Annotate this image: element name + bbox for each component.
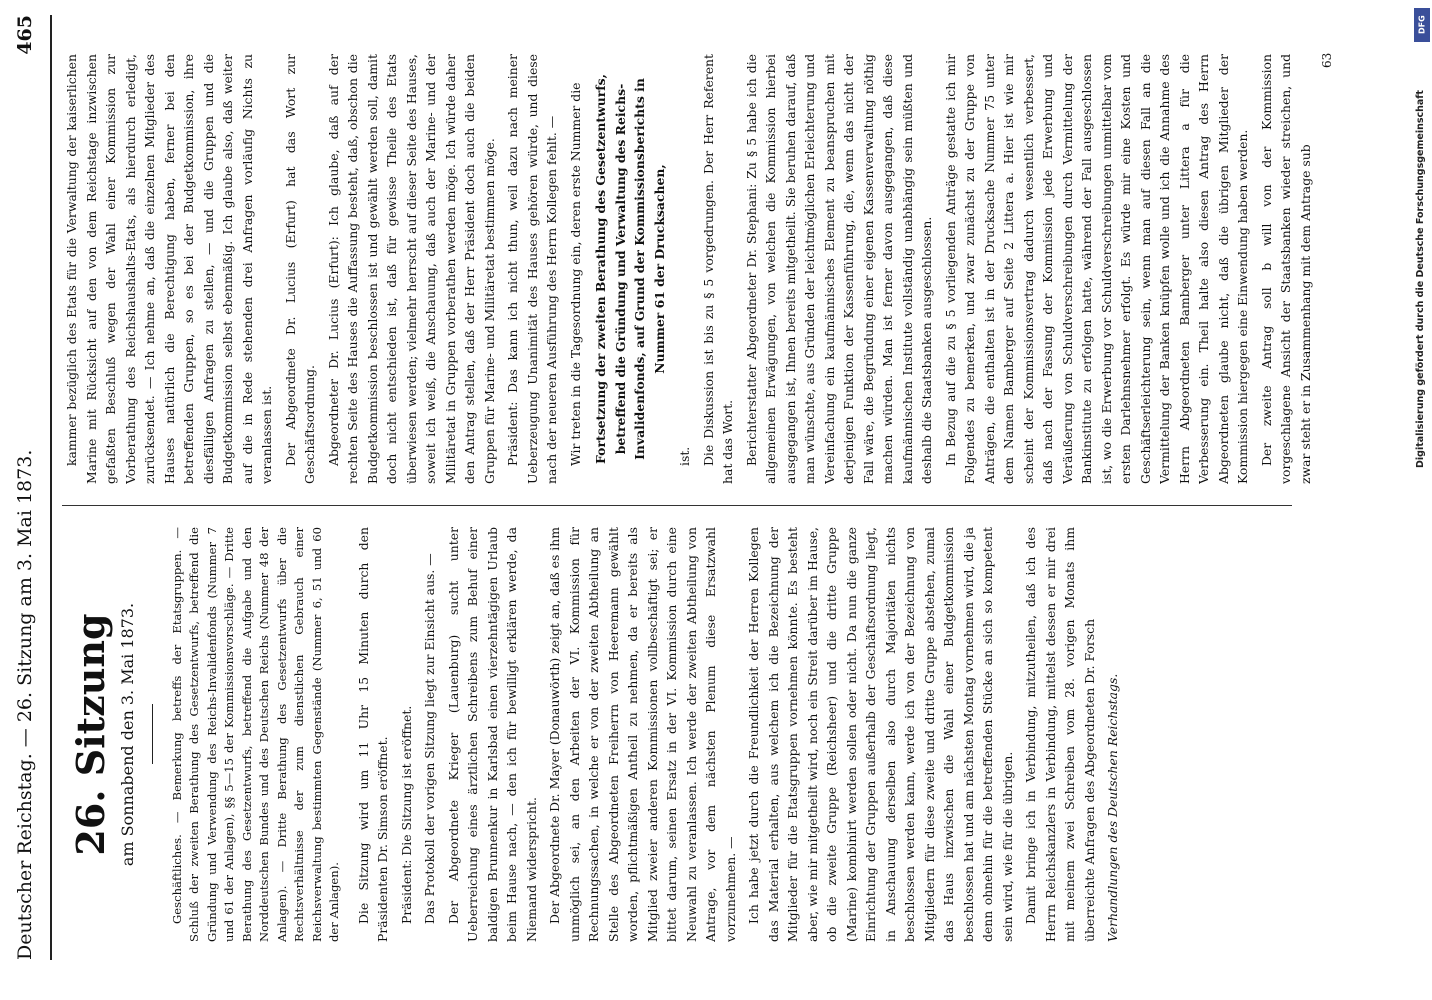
agenda-summary: Geschäftliches. — Bemerkung betreffs der Etatsgruppen. — Schluß der zweiten Berathung des Gesetzentwurfs, betreffend die Gründung und Verwendung des Reichs-Invalidenfonds (Nummer 7 und 61 der Anlagen), §§ 5—15 der Kommissionsvorschläge. — Dritte Berathung des Gesetzentwurfs, betreffend die Aufgabe und den Norddeutschen Bundes und des Deutschen Reichs (Nummer 48 der Anlagen). — Dritte Berathung des Gesetzentwurfs über die Rechtsverhältnisse der zum dienstlichen Gebrauch einer Reichsverwaltung bestimmten Gegenstände (Nummer 6, 51 und 60 der Anlagen). xyxy=(169,527,341,942)
paragraph: kammer bezüglich des Etats für die Verwaltung der kaiserlichen Marine mit Rücksicht auf den von dem Reichstage inzwischen gefaßten Beschluß wegen der Wahl einer Kommission zur Vorberathung des Reichshaushalts-Etats, als hierdurch erledigt, zurücksendet. — Ich nehme an, daß die einzelnen Mitglieder des Hauses natürlich die Berechtigung haben, ferner bei den betreffenden Gruppen, so es bei der Budgetkommission, ihre diesfälligen Anfragen zu stellen, — und die Gruppen und die Budgetkommission selbst ebenmäßig. Ich glaube also, daß weiter auf die in Rede stehenden drei Anfragen vorläufig Nichts zu veranlassen ist. xyxy=(64,54,274,484)
paragraph: Die Diskussion ist bis zu § 5 vorgedrungen. Der Herr Referent hat das Wort. xyxy=(700,54,735,484)
footer-note: Verhandlungen des Deutschen Reichstags. xyxy=(1105,673,1120,942)
signature-mark: 63 xyxy=(1320,52,1334,68)
paragraph: Der Abgeordnete Dr. Mayer (Donauwörth) zeigt an, daß es ihm unmöglich sei, an den Arbeiten der VI. Kommission für Rechnungssachen, in welche er von der zweiten Abtheilung an Stelle des Abgeordneten Freiherrn von Heeremann gewählt worden, pflichtmäßigen Antheil zu nehmen, da er bereits als Mitglied zweier anderen Kommissionen vollbeschäftigt sei; er bittet darum, seinen Ersatz in der VI. Kommission durch eine Neuwahl zu veranlassen. Ich werde der zweiten Abtheilung von Antrage, vor dem nächsten Plenum diese Ersatzwahl vorzunehmen. — xyxy=(547,527,738,942)
agenda-item-heading: Fortsetzung der zweiten Berathung des Gesetzentwurfs, betreffend die Gründung und Verwaltung des Reichs-Invalidenfonds, auf Grund der Kommissionsberichts in Nummer 61 der Drucksachen, xyxy=(593,74,667,464)
paragraph: Abgeordneter Dr. Lucius (Erfurt): Ich glaube, daß auf der rechten Seite des Hauses die Auffassung besteht, daß, obschon die Budgetkommission beschlossen ist und gewählt werden soll, damit doch nicht entschieden ist, daß für gewisse Theile des Etats überwiesen werden; vielmehr herrscht auf dieser Seite des Hauses, soweit ich weiß, die Anschauung, daß auch der Marine- und der Militäretat in Gruppen vorberathen werden möge. Ich würde daher den Antrag stellen, daß der Herr Präsident doch auch die beiden Gruppen für Marine- und Militäretat bestimmen möge. xyxy=(325,54,497,484)
paragraph: Das Protokoll der vorigen Sitzung liegt zur Einsicht aus. — xyxy=(422,553,437,924)
page-number: 465 xyxy=(14,15,36,55)
running-title: Deutscher Reichstag. — 26. Sitzung am 3. Mai 1873. xyxy=(14,449,36,960)
paragraph: Die Sitzung wird um 11 Uhr 15 Minuten durch den Präsidenten Dr. Simson eröffnet. xyxy=(355,527,390,942)
paragraph: In Bezug auf die zu § 5 vorliegenden Anträge gestatte ich mir Folgendes zu bemerken, und zwar zunächst zu der Gruppe von Anträgen, die enthalten ist in der Drucksache Nummer 75 unter dem Namen Bamberger auf Seite 2 Littera a. Hier ist wie mir scheint der Kommissionsvertrag dadurch wesentlich verbessert, daß nach der Fassung der Kommission jede Erwerbung und Veräußerung von Schuldverschreibungen durch Vermittelung der Bankinstitute zu erfolgen hatte, während der Fall ausgeschlossen ist, wo die Erwerbung vor Schuldverschreibungen unmittelbar vom ersten Darlehnsnehmer erfolgt. Es würde mir eine Kosten und Geschäftserleichterung sein, wenn man auf diesen Fall an die Vermittelung der Banken knüpfen wolle und ich die Annahme des Herrn Abgeordneten Bamberger unter Littera a für die Verbesserung ein. Theil halte also diesen Antrag des Herrn Abgeordneten glaube nicht, daß die übrigen Mitglieder der Kommission hiergegen eine Einwendung haben werden. xyxy=(942,54,1250,484)
left-column xyxy=(62,527,1382,942)
session-date: am Sonnabend den 3. Mai 1873. xyxy=(118,602,137,867)
paragraph: Präsident: Die Sitzung ist eröffnet. xyxy=(398,705,414,924)
digitization-credit: Digitalisierung gefördert durch die Deutsche Forschungsgemeinschaft xyxy=(1415,90,1426,468)
paragraph: Präsident: Das kann ich nicht thun, weil dazu nach meiner Ueberzeugung Unanimität des Hauses gehören würde, und diese nach der neueren Ausführung des Herrn Kollegen fehlt. — xyxy=(505,54,559,484)
page-header xyxy=(0,15,52,960)
digitization-strip xyxy=(1412,0,1432,1000)
paragraph: Damit bringe ich in Verbindung, mitzutheilen, daß ich des Herrn Reichskanzlers in Verbindung, mittelst dessen er mir drei mit meinem zwei Schreiben vom 28. vorigen Monats ihm überreichte Anfragen des Abgeordneten Dr. Forsch xyxy=(1023,527,1097,942)
paragraph: Ich habe jetzt durch die Freundlichkeit der Herren Kollegen das Material erhalten, aus welchem ich die Bezeichnung der Mitglieder für die Etatsgruppen vornehmen könnte. Es besteht aber, wie mir mitgetheilt wird, noch ein Streit darüber im Hause, ob die zweite Gruppe (Reichsheer) und die dritte Gruppe (Marine) kombinirt werden sollen oder nicht. Da nun die ganze Einrichtung der Gruppen außerhalb der Geschäftsordnung liegt, in Anschauung derselben also durch Majoritäten nichts beschlossen werden kann, werde ich von der Bezeichnung von Mitgliedern für diese zweite und dritte Gruppe abstehen, zumal das Haus inzwischen die Wahl einer Budgetkommission beschlossen hat und am nächsten Montag vornehmen wird, die ja denn ohnehin für die betreffenden Stücke an sich so kompetent sein wird, wie für die übrigen. xyxy=(746,527,1015,942)
right-column xyxy=(62,54,1382,484)
column-divider xyxy=(62,505,1292,506)
session-title: 26. Sitzung xyxy=(68,613,113,856)
paragraph: Berichterstatter Abgeordneter Dr. Stephani: Zu § 5 habe ich die allgemeinen Erwägungen, von welchen die Kommission hierbei ausgegangen ist, Ihnen bereits mitgetheilt. Sie beruhen darauf, daß man wünschte, aus Gründen der leichtmöglichen Erleichterung und Vereinfachung ein kaufmännisches Element zu beanspruchen mit derjenigen Funktion der Kassenführung, die, wenn das nicht der Fall wäre, die Begründung einer eigenen Kassenverwaltung nöthig machen würden. Man ist ferner davon ausgegangen, daß diese kaufmännischen Institute vollständig unabhängig sein müßten und deshalb die Staatsbanken ausgeschlossen. xyxy=(743,54,934,484)
paragraph: Wir treten in die Tagesordnung ein, deren erste Nummer die xyxy=(567,82,583,466)
dfg-logo-badge: DFG xyxy=(1414,8,1430,42)
paragraph: ist. xyxy=(677,446,692,466)
paragraph: Der Abgeordnete Krieger (Lauenburg) sucht unter Ueberreichung eines ärztlichen Schreibens zum Behuf einer baldigen Brunnenkur in Karlsbad einen vierzehntägigen Urlaub beim Hause nach, — den ich für bewilligt erklären werde, da Niemand widerspricht. xyxy=(445,527,539,942)
paragraph: Der Abgeordnete Dr. Lucius (Erfurt) hat das Wort zur Geschäftsordnung. xyxy=(282,54,317,484)
paragraph: Der zweite Antrag soll b will von der Kommission vorgeschlagene Ansicht der Staatsbanken wieder streichen, und zwar steht er in Zusammenhang mit dem Antrage sub xyxy=(1258,54,1313,484)
divider xyxy=(152,705,153,765)
